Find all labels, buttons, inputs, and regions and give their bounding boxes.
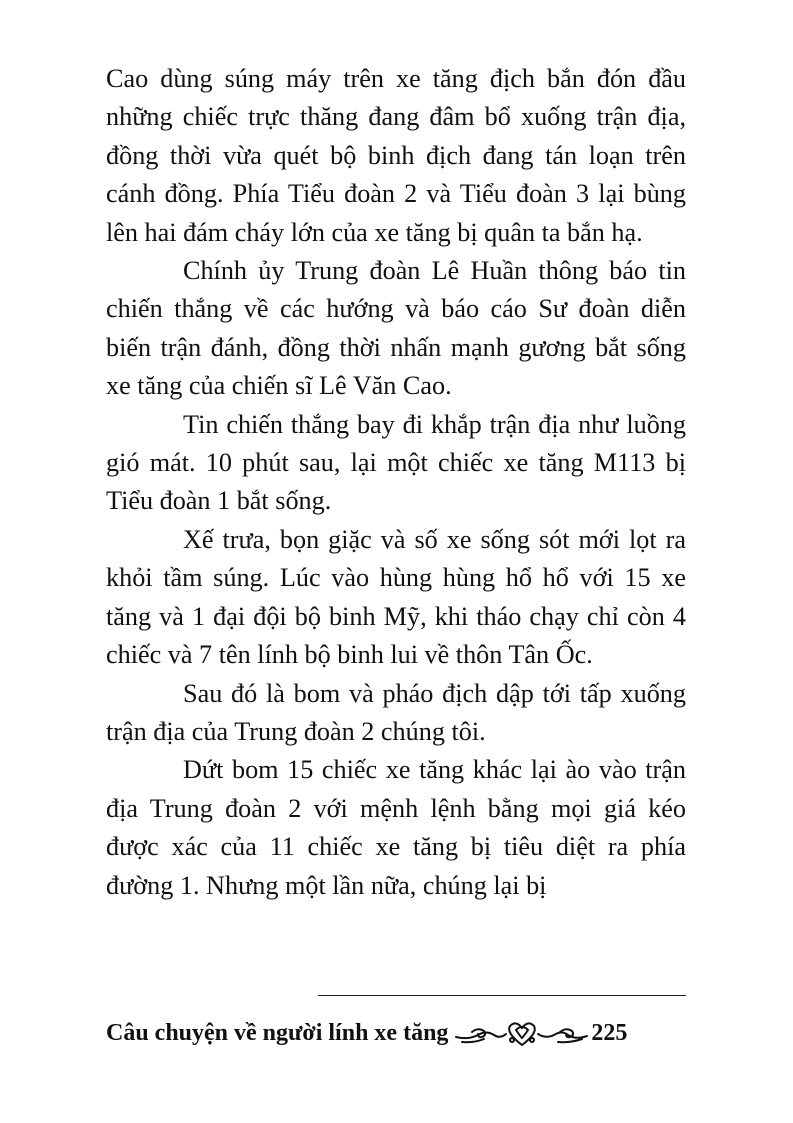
book-title: Câu chuyện về người lính xe tăng <box>106 1019 449 1046</box>
page-number: 225 <box>591 1019 628 1046</box>
body-text <box>106 60 686 905</box>
footer-rule <box>318 995 686 996</box>
paragraph-4: Xế trưa, bọn giặc và số xe sống sót mới lọt ra khỏi tầm súng. Lúc vào hùng hùng hổ hổ với 15 xe tăng và 1 đại đội bộ binh Mỹ, khi tháo chạy chỉ còn 4 chiếc và 7 tên lính bộ binh lui về thôn Tân Ốc. <box>106 524 686 670</box>
paragraph-5: Sau đó là bom và pháo địch dập tới tấp xuống trận địa của Trung đoàn 2 chúng tôi. <box>106 678 686 746</box>
scroll-ornament-icon <box>454 1018 589 1048</box>
paragraph-3: Tin chiến thắng bay đi khắp trận địa như luồng gió mát. 10 phút sau, lại một chiếc xe tăng M113 bị Tiểu đoàn 1 bắt sống. <box>106 409 686 516</box>
paragraph-1: Cao dùng súng máy trên xe tăng địch bắn đón đầu những chiếc trực thăng đang đâm bổ xuống trận địa, đồng thời vừa quét bộ binh địch đang tán loạn trên cánh đồng. Phía Tiểu đoàn 2 và Tiểu đoàn 3 lại bùng lên hai đám cháy lớn của xe tăng bị quân ta bắn hạ. <box>106 64 686 247</box>
running-footer <box>106 1013 706 1053</box>
paragraph-2: Chính ủy Trung đoàn Lê Huần thông báo tin chiến thắng về các hướng và báo cáo Sư đoàn diễn biến trận đánh, đồng thời nhấn mạnh gương bắt sống xe tăng của chiến sĩ Lê Văn Cao. <box>106 256 686 401</box>
paragraph-6: Dứt bom 15 chiếc xe tăng khác lại ào vào trận địa Trung đoàn 2 với mệnh lệnh bằng mọi giá kéo được xác của 11 chiếc xe tăng bị tiêu diệt ra phía đường 1. Nhưng một lần nữa, chúng lại bị <box>106 755 686 900</box>
